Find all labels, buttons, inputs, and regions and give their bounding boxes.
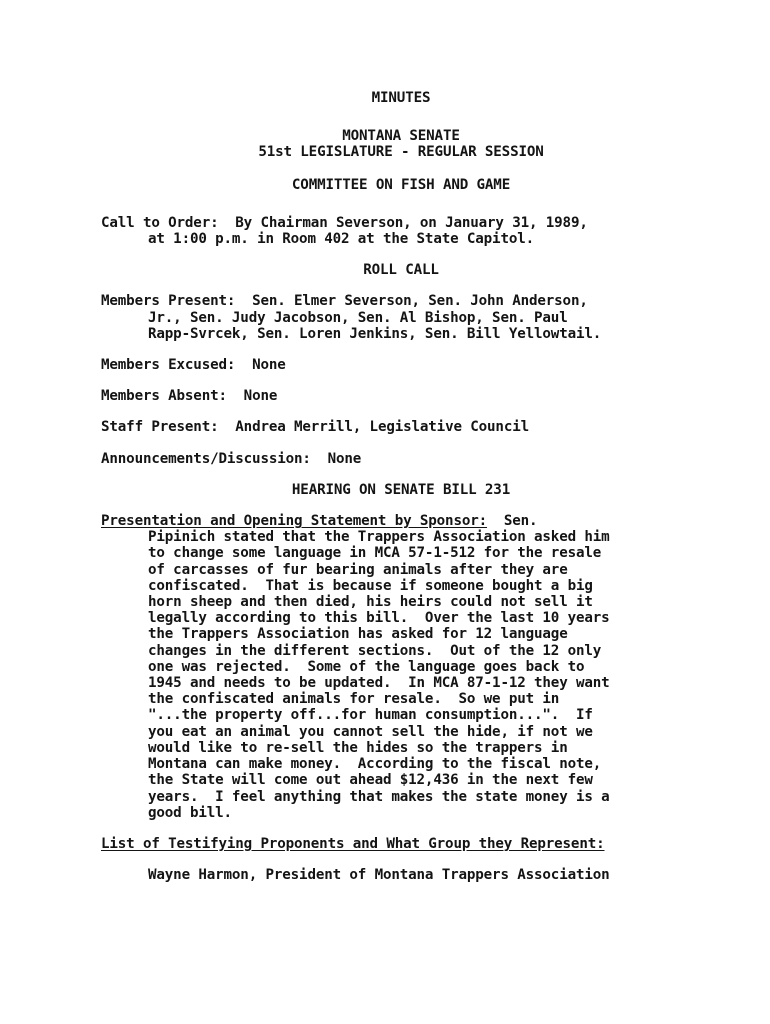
call-to-order bbox=[101, 215, 701, 247]
members-excused bbox=[101, 357, 701, 373]
proponents-list bbox=[101, 867, 701, 883]
sponsor-presentation bbox=[101, 513, 701, 821]
call-to-order-line2: at 1:00 p.m. in Room 402 at the State Capitol. bbox=[148, 231, 535, 248]
presentation-body bbox=[101, 529, 701, 821]
presentation-line: of carcasses of fur bearing animals after they are bbox=[148, 561, 568, 578]
presentation-line: years. I feel anything that makes the state money is a bbox=[148, 788, 610, 805]
presentation-line: would like to re-sell the hides so the trappers in bbox=[148, 739, 568, 756]
committee-name: COMMITTEE ON FISH AND GAME bbox=[291, 176, 511, 193]
document-title: MINUTES bbox=[371, 90, 431, 106]
presentation-first: Sen. bbox=[503, 513, 538, 530]
call-to-order-line1: By Chairman Severson, on January 31, 1989, bbox=[235, 214, 588, 231]
presentation-line: one was rejected. Some of the language goes back to bbox=[148, 658, 585, 675]
presentation-line: Pipinich stated that the Trappers Association asked him bbox=[148, 529, 610, 546]
presentation-line: good bill. bbox=[148, 804, 232, 821]
members-absent-value: None bbox=[243, 388, 278, 405]
proponent-item: Wayne Harmon, President of Montana Trappers Association bbox=[148, 867, 610, 884]
presentation-line: "...the property off...for human consumption...". If bbox=[148, 707, 593, 724]
roll-call-heading: ROLL CALL bbox=[363, 262, 439, 279]
presentation-label: Presentation and Opening Statement by Sponsor: bbox=[101, 513, 488, 530]
senate-name: MONTANA SENATE bbox=[342, 128, 460, 145]
presentation-line: 1945 and needs to be updated. In MCA 87-1-12 they want bbox=[148, 675, 610, 692]
session-name: 51st LEGISLATURE - REGULAR SESSION bbox=[258, 144, 544, 161]
staff-present-label: Staff Present: bbox=[101, 419, 219, 436]
members-present-line1: Sen. Elmer Severson, Sen. John Anderson, bbox=[252, 293, 588, 310]
announcements-value: None bbox=[327, 450, 362, 467]
presentation-line: confiscated. That is because if someone bought a big bbox=[148, 577, 593, 594]
members-absent bbox=[101, 388, 701, 404]
members-present bbox=[101, 293, 701, 342]
members-present-line3: Rapp-Svrcek, Sen. Loren Jenkins, Sen. Bill Yellowtail. bbox=[148, 325, 602, 342]
members-absent-label: Members Absent: bbox=[101, 388, 227, 405]
staff-present bbox=[101, 419, 701, 435]
members-present-line2: Jr., Sen. Judy Jacobson, Sen. Al Bishop, Sen. Paul bbox=[148, 309, 568, 326]
announcements bbox=[101, 451, 701, 467]
presentation-line: you eat an animal you cannot sell the hide, if not we bbox=[148, 723, 593, 740]
members-excused-label: Members Excused: bbox=[101, 357, 236, 374]
presentation-line: Montana can make money. According to the fiscal note, bbox=[148, 756, 602, 773]
members-excused-value: None bbox=[252, 357, 286, 374]
presentation-line: changes in the different sections. Out of the 12 only bbox=[148, 642, 602, 659]
minutes-page bbox=[101, 90, 701, 883]
staff-present-value: Andrea Merrill, Legislative Council bbox=[235, 419, 529, 436]
presentation-line: legally according to this bill. Over the last 10 years bbox=[148, 610, 610, 627]
presentation-line: horn sheep and then died, his heirs could not sell it bbox=[148, 594, 593, 611]
presentation-line: the State will come out ahead $12,436 in the next few bbox=[148, 772, 593, 789]
presentation-line: the confiscated animals for resale. So we put in bbox=[148, 691, 560, 708]
announcements-label: Announcements/Discussion: bbox=[101, 450, 311, 467]
proponents-label: List of Testifying Proponents and What Group they Represent: bbox=[101, 835, 605, 852]
hearing-heading: HEARING ON SENATE BILL 231 bbox=[291, 481, 511, 498]
call-to-order-label: Call to Order: bbox=[101, 214, 219, 231]
presentation-line: to change some language in MCA 57-1-512 for the resale bbox=[148, 545, 602, 562]
presentation-line: the Trappers Association has asked for 12 language bbox=[148, 626, 568, 643]
members-present-label: Members Present: bbox=[101, 293, 236, 310]
